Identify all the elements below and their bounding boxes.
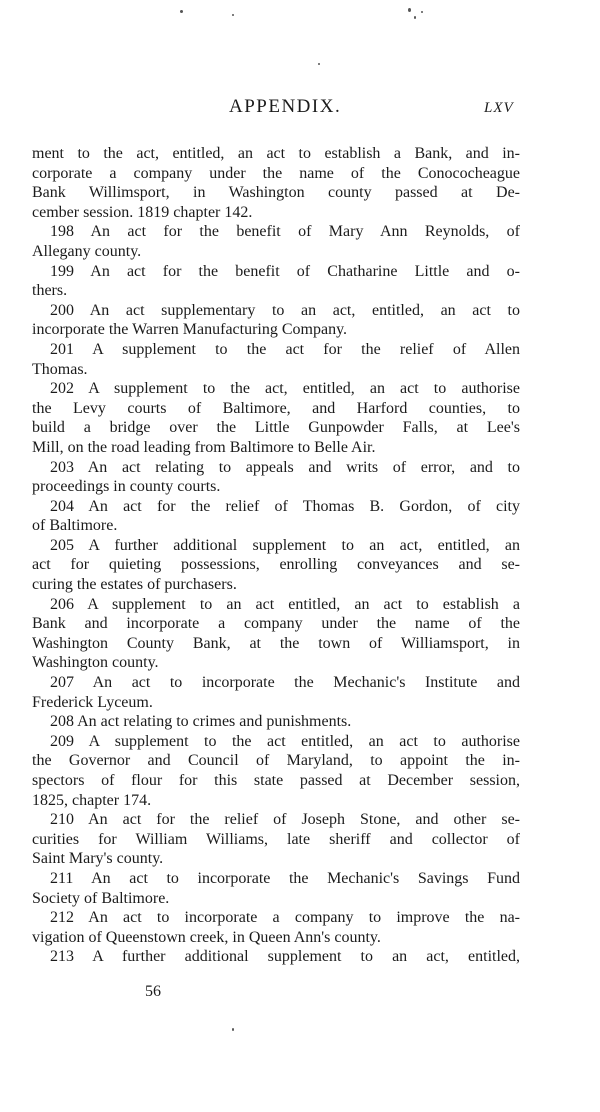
text-line: Allegany county. <box>32 242 142 260</box>
text-line: 207 An act to incorporate the Mechanic's Institute and <box>50 674 520 692</box>
text-line: curities for William Williams, late sheriff and collector of <box>32 830 520 848</box>
text-line: Mill, on the road leading from Baltimore to Belle Air. <box>32 438 376 456</box>
text-line: 210 An act for the relief of Joseph Stone, and other se- <box>50 811 520 829</box>
text-line: Frederick Lyceum. <box>32 693 153 711</box>
text-line: 203 An act relating to appeals and writs of error, and to <box>50 458 520 476</box>
text-line: of Baltimore. <box>32 517 118 535</box>
scan-speck <box>408 8 411 12</box>
text-line: the Levy courts of Baltimore, and Harford counties, to <box>32 399 520 417</box>
text-line: spectors of flour for this state passed at December session, <box>32 772 520 789</box>
text-line: cember session. 1819 chapter 142. <box>32 203 253 221</box>
text-line: Washington County Bank, at the town of Williamsport, in <box>32 634 520 652</box>
text-line: curing the estates of purchasers. <box>32 576 237 594</box>
text-line: 1825, chapter 174. <box>32 791 152 809</box>
text-line: Bank and incorporate a company under the name of the <box>32 615 520 633</box>
text-line: thers. <box>32 282 68 300</box>
text-line: ment to the act, entitled, an act to establish a Bank, and in- <box>32 145 520 162</box>
scan-speck <box>318 63 320 65</box>
signature-mark: 56 <box>145 983 161 1000</box>
text-line: 204 An act for the relief of Thomas B. Gordon, of city <box>50 497 520 515</box>
text-line: Saint Mary's county. <box>32 850 164 868</box>
page-header <box>0 96 600 126</box>
body-text <box>32 144 520 967</box>
text-line: corporate a company under the name of the Conococheague <box>32 164 520 182</box>
scan-speck <box>414 16 416 19</box>
scan-speck <box>232 1028 234 1031</box>
text-line: 200 An act supplementary to an act, entitled, an act to <box>50 301 520 319</box>
text-line: build a bridge over the Little Gunpowder Falls, at Lee's <box>32 419 520 437</box>
text-line: vigation of Queenstown creek, in Queen Ann's county. <box>32 928 381 946</box>
text-line: Thomas. <box>32 360 88 378</box>
text-line: 205 A further additional supplement to an act, entitled, an <box>50 536 520 554</box>
page-number: LXV <box>484 100 514 116</box>
text-line: 209 A supplement to the act entitled, an act to authorise <box>50 732 520 750</box>
text-line: 198 An act for the benefit of Mary Ann Reynolds, of <box>50 223 520 241</box>
text-line: 201 A supplement to the act for the relief of Allen <box>50 340 520 358</box>
page-title: APPENDIX. <box>229 96 342 117</box>
text-line: 211 An act to incorporate the Mechanic's Savings Fund <box>50 869 520 887</box>
text-line: 213 A further additional supplement to an act, entitled, <box>50 948 520 966</box>
text-line: 206 A supplement to an act entitled, an act to establish a <box>50 595 520 613</box>
scan-speck <box>421 11 423 13</box>
text-line: 212 An act to incorporate a company to improve the na- <box>50 909 520 927</box>
text-line: Washington county. <box>32 654 159 672</box>
text-line: the Governor and Council of Maryland, to appoint the in- <box>32 752 520 770</box>
text-line: Society of Baltimore. <box>32 889 170 907</box>
text-line: 208 An act relating to crimes and punishments. <box>50 713 352 731</box>
text-line: proceedings in county courts. <box>32 478 221 496</box>
text-line: act for quieting possessions, enrolling conveyances and se- <box>32 556 520 574</box>
scan-speck <box>232 14 234 16</box>
text-line: incorporate the Warren Manufacturing Company. <box>32 321 348 339</box>
text-line: 199 An act for the benefit of Chatharine Little and o- <box>50 262 520 280</box>
text-line: 202 A supplement to the act, entitled, an act to authorise <box>50 380 520 398</box>
scan-speck <box>180 10 183 13</box>
text-line: Bank Willimsport, in Washington county passed at De- <box>32 184 520 202</box>
